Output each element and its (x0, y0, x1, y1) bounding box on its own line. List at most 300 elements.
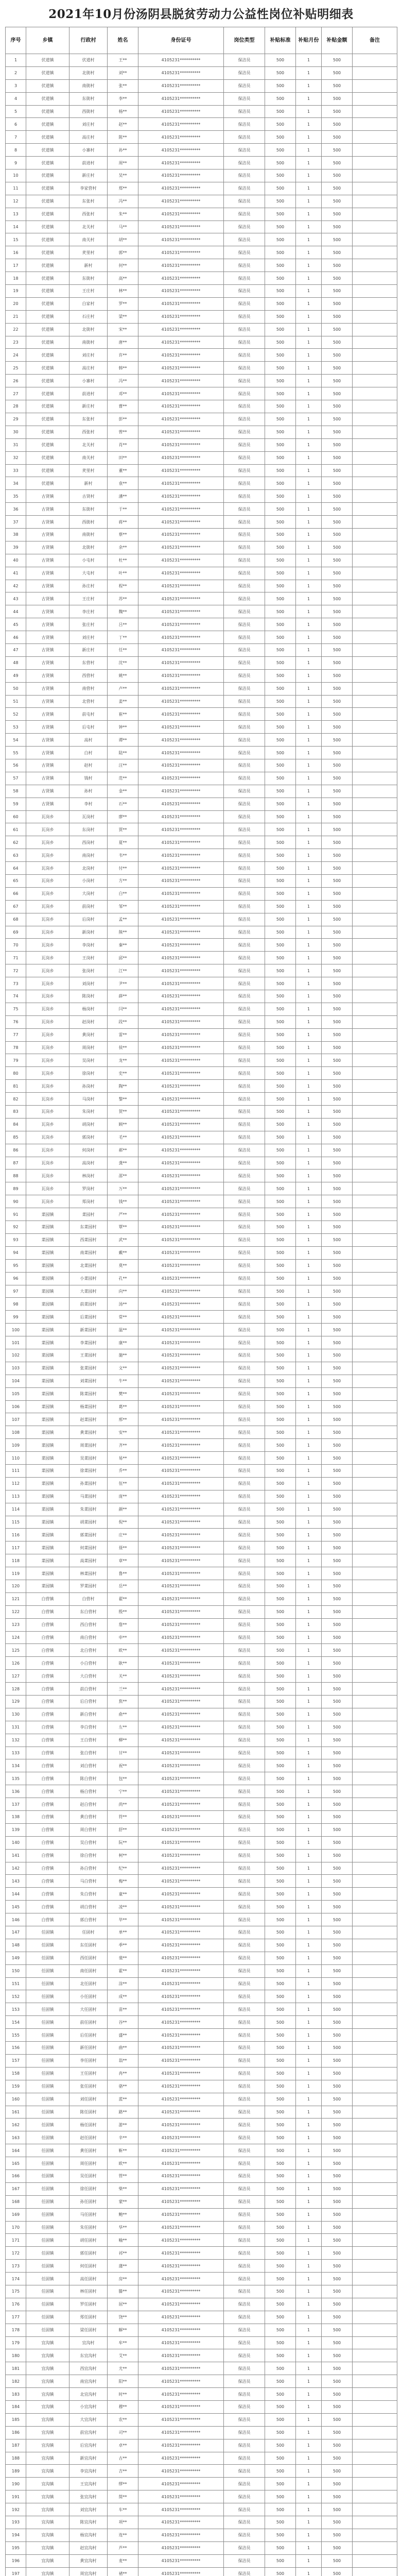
cell-id: 4105231********** (138, 1477, 224, 1490)
cell-town: 菜园镇 (26, 1516, 69, 1529)
cell-amount: 500 (322, 2452, 353, 2465)
cell-months: 1 (296, 913, 322, 926)
table-row (6, 2490, 397, 2503)
cell-remark (353, 785, 397, 798)
cell-months: 1 (296, 1324, 322, 1336)
cell-id: 4105231********** (138, 1901, 224, 1913)
cell-remark (353, 1118, 397, 1131)
cell-amount: 500 (322, 285, 353, 298)
cell-remark (353, 772, 397, 785)
cell-months: 1 (296, 2093, 322, 2106)
cell-town: 任固镇 (26, 2080, 69, 2093)
cell-seq: 11 (6, 182, 26, 195)
cell-town: 菜园镇 (26, 1413, 69, 1426)
cell-remark (353, 2003, 397, 2016)
cell-months: 1 (296, 1721, 322, 1734)
cell-name: 曹** (108, 400, 138, 413)
cell-remark (353, 1529, 397, 1541)
cell-name: 姚** (108, 669, 138, 682)
table-row (6, 1221, 397, 1234)
cell-post-type: 保洁员 (224, 375, 265, 387)
cell-seq: 5 (6, 105, 26, 118)
cell-seq: 12 (6, 195, 26, 208)
table-row (6, 2516, 397, 2529)
cell-village: 赵村 (69, 759, 108, 772)
cell-standard: 500 (265, 336, 296, 349)
table-row (6, 170, 397, 182)
cell-id: 4105231********** (138, 862, 224, 875)
cell-name: 谭** (108, 734, 138, 747)
cell-id: 4105231********** (138, 285, 224, 298)
cell-amount: 500 (322, 913, 353, 926)
cell-name: 戴** (108, 1246, 138, 1259)
table-row (6, 516, 397, 529)
cell-amount: 500 (322, 54, 353, 67)
cell-town: 宜沟镇 (26, 2388, 69, 2401)
cell-village: 前菜园村 (69, 1298, 108, 1311)
cell-name: 乔** (108, 1464, 138, 1477)
cell-seq: 27 (6, 387, 26, 400)
cell-town: 宜沟镇 (26, 2349, 69, 2362)
cell-id: 4105231********** (138, 438, 224, 451)
cell-remark (353, 349, 397, 362)
cell-remark (353, 1952, 397, 1964)
cell-standard: 500 (265, 1285, 296, 1298)
table-row (6, 2478, 397, 2490)
cell-village: 西任固村 (69, 1952, 108, 1964)
cell-village: 郭岗村 (69, 1131, 108, 1144)
cell-months: 1 (296, 2144, 322, 2157)
cell-village: 孙岗村 (69, 1080, 108, 1093)
cell-standard: 500 (265, 618, 296, 631)
cell-months: 1 (296, 2221, 322, 2234)
cell-post-type: 保洁员 (224, 1875, 265, 1888)
cell-standard: 500 (265, 2554, 296, 2567)
cell-seq: 158 (6, 2067, 26, 2080)
cell-id: 4105231********** (138, 1631, 224, 1644)
cell-name: 崔** (108, 708, 138, 721)
cell-amount: 500 (322, 747, 353, 759)
cell-seq: 30 (6, 426, 26, 438)
cell-seq: 185 (6, 2413, 26, 2426)
cell-village: 瓦岗村 (69, 810, 108, 823)
cell-name: 孙** (108, 144, 138, 157)
cell-standard: 500 (265, 1131, 296, 1144)
cell-name: 苏** (108, 592, 138, 605)
cell-standard: 500 (265, 426, 296, 438)
cell-id: 4105231********** (138, 92, 224, 105)
cell-id: 4105231********** (138, 1785, 224, 1798)
cell-standard: 500 (265, 2567, 296, 2576)
cell-village: 孙庄村 (69, 580, 108, 592)
cell-standard: 500 (265, 926, 296, 939)
table-row (6, 54, 397, 67)
cell-village: 胡任固村 (69, 2234, 108, 2247)
cell-town: 白营镇 (26, 1721, 69, 1734)
cell-town: 任固镇 (26, 2144, 69, 2157)
table-row (6, 1772, 397, 1785)
cell-months: 1 (296, 1054, 322, 1067)
table-row (6, 1836, 397, 1849)
cell-seq: 44 (6, 605, 26, 618)
cell-name: 温** (108, 1324, 138, 1336)
cell-town: 宜沟镇 (26, 2413, 69, 2426)
cell-post-type: 保洁员 (224, 2490, 265, 2503)
cell-remark (353, 1785, 397, 1798)
cell-remark (353, 926, 397, 939)
table-row (6, 1964, 397, 1977)
cell-town: 白营镇 (26, 1631, 69, 1644)
cell-amount: 500 (322, 2170, 353, 2182)
cell-remark (353, 144, 397, 157)
cell-amount: 500 (322, 1592, 353, 1605)
cell-amount: 500 (322, 2221, 353, 2234)
table-row (6, 721, 397, 734)
cell-remark (353, 1375, 397, 1387)
cell-name: 詹** (108, 1618, 138, 1631)
cell-town: 伏道镇 (26, 400, 69, 413)
header-amount: 补贴金额 (322, 27, 353, 54)
cell-village: 朱任固村 (69, 2221, 108, 2234)
cell-post-type: 保洁员 (224, 2478, 265, 2490)
cell-name: 秦** (108, 939, 138, 952)
cell-town: 菜园镇 (26, 1246, 69, 1259)
cell-id: 4105231********** (138, 1336, 224, 1349)
cell-name: 丁** (108, 631, 138, 644)
cell-village: 李宜沟村 (69, 2465, 108, 2478)
cell-remark (353, 1541, 397, 1554)
cell-town: 白营镇 (26, 1798, 69, 1811)
cell-village: 马菜园村 (69, 1490, 108, 1503)
cell-town: 伏道镇 (26, 246, 69, 259)
cell-months: 1 (296, 2375, 322, 2388)
cell-name: 廖** (108, 810, 138, 823)
cell-seq: 54 (6, 734, 26, 747)
table-row (6, 605, 397, 618)
cell-id: 4105231********** (138, 1644, 224, 1657)
cell-town: 古贤镇 (26, 785, 69, 798)
cell-standard: 500 (265, 785, 296, 798)
table-row (6, 1003, 397, 1015)
cell-seq: 80 (6, 1067, 26, 1080)
cell-remark (353, 1362, 397, 1375)
cell-post-type: 保洁员 (224, 2234, 265, 2247)
cell-post-type: 保洁员 (224, 1490, 265, 1503)
cell-remark (353, 2208, 397, 2221)
cell-village: 东张村 (69, 413, 108, 426)
cell-id: 4105231********** (138, 2503, 224, 2516)
table-row (6, 2157, 397, 2170)
cell-amount: 500 (322, 1285, 353, 1298)
cell-amount: 500 (322, 1926, 353, 1939)
cell-post-type: 保洁员 (224, 1131, 265, 1144)
cell-village: 小宜沟村 (69, 2400, 108, 2413)
cell-months: 1 (296, 1529, 322, 1541)
cell-remark (353, 233, 397, 246)
cell-standard: 500 (265, 2413, 296, 2426)
cell-standard: 500 (265, 900, 296, 913)
cell-remark (353, 477, 397, 490)
cell-months: 1 (296, 54, 322, 67)
table-row (6, 1054, 397, 1067)
cell-remark (353, 1811, 397, 1824)
cell-amount: 500 (322, 1875, 353, 1888)
cell-post-type: 保洁员 (224, 1041, 265, 1054)
cell-remark (353, 1387, 397, 1400)
cell-name: 万** (108, 1182, 138, 1195)
cell-id: 4105231********** (138, 2131, 224, 2144)
cell-seq: 142 (6, 1862, 26, 1875)
cell-town: 瓦岗乡 (26, 836, 69, 849)
cell-months: 1 (296, 1375, 322, 1387)
cell-name: 曾** (108, 426, 138, 438)
cell-post-type: 保洁员 (224, 1259, 265, 1272)
cell-post-type: 保洁员 (224, 1106, 265, 1118)
cell-seq: 188 (6, 2452, 26, 2465)
cell-seq: 73 (6, 977, 26, 990)
cell-post-type: 保洁员 (224, 1772, 265, 1785)
table-row (6, 1926, 397, 1939)
cell-village: 南关村 (69, 451, 108, 464)
cell-months: 1 (296, 849, 322, 862)
cell-town: 伏道镇 (26, 79, 69, 92)
cell-standard: 500 (265, 1028, 296, 1041)
cell-amount: 500 (322, 1221, 353, 1234)
cell-post-type: 保洁员 (224, 2016, 265, 2029)
cell-post-type: 保洁员 (224, 1605, 265, 1618)
cell-seq: 8 (6, 144, 26, 157)
cell-post-type: 保洁员 (224, 310, 265, 323)
cell-remark (353, 1067, 397, 1080)
cell-post-type: 保洁员 (224, 2247, 265, 2260)
cell-name: 段** (108, 1015, 138, 1028)
table-row (6, 2131, 397, 2144)
cell-remark (353, 913, 397, 926)
cell-months: 1 (296, 195, 322, 208)
cell-seq: 61 (6, 823, 26, 836)
cell-seq: 111 (6, 1464, 26, 1477)
cell-village: 东街村 (69, 272, 108, 285)
cell-town: 古贤镇 (26, 798, 69, 810)
cell-town: 伏道镇 (26, 349, 69, 362)
cell-village: 新庄村 (69, 400, 108, 413)
cell-village: 张任固村 (69, 2080, 108, 2093)
cell-village: 大屯村 (69, 567, 108, 580)
cell-remark (353, 1054, 397, 1067)
header-id: 身份证号 (138, 27, 224, 54)
cell-name: 肖** (108, 438, 138, 451)
cell-name: 甘** (108, 1747, 138, 1759)
cell-village: 白家村 (69, 297, 108, 310)
cell-town: 白营镇 (26, 1901, 69, 1913)
cell-months: 1 (296, 1362, 322, 1375)
cell-name: 贺** (108, 1106, 138, 1118)
cell-amount: 500 (322, 208, 353, 221)
cell-post-type: 保洁员 (224, 464, 265, 477)
cell-town: 伏道镇 (26, 144, 69, 157)
cell-town: 古贤镇 (26, 643, 69, 656)
cell-post-type: 保洁员 (224, 1823, 265, 1836)
cell-town: 任固镇 (26, 2003, 69, 2016)
cell-amount: 500 (322, 772, 353, 785)
cell-name: 张** (108, 79, 138, 92)
cell-id: 4105231********** (138, 310, 224, 323)
cell-seq: 167 (6, 2182, 26, 2195)
cell-town: 菜园镇 (26, 1503, 69, 1516)
table-row (6, 900, 397, 913)
cell-name: 牛** (108, 1375, 138, 1387)
cell-id: 4105231********** (138, 1516, 224, 1529)
table-row (6, 1785, 397, 1798)
cell-id: 4105231********** (138, 1452, 224, 1465)
cell-id: 4105231********** (138, 1144, 224, 1157)
cell-town: 菜园镇 (26, 1580, 69, 1592)
cell-id: 4105231********** (138, 1926, 224, 1939)
cell-remark (353, 1285, 397, 1298)
cell-standard: 500 (265, 2029, 296, 2042)
cell-name: 龙** (108, 1054, 138, 1067)
cell-amount: 500 (322, 1631, 353, 1644)
cell-id: 4105231********** (138, 1259, 224, 1272)
cell-village: 朱菜园村 (69, 1503, 108, 1516)
cell-name: 阮** (108, 1836, 138, 1849)
cell-seq: 127 (6, 1670, 26, 1683)
table-row (6, 1644, 397, 1657)
cell-standard: 500 (265, 1182, 296, 1195)
cell-months: 1 (296, 2567, 322, 2576)
cell-id: 4105231********** (138, 1683, 224, 1696)
table-row (6, 592, 397, 605)
cell-village: 新菜园村 (69, 1324, 108, 1336)
cell-remark (353, 2439, 397, 2452)
cell-id: 4105231********** (138, 118, 224, 131)
cell-months: 1 (296, 1567, 322, 1580)
cell-seq: 151 (6, 1977, 26, 1990)
cell-months: 1 (296, 362, 322, 375)
cell-months: 1 (296, 2362, 322, 2375)
cell-remark (353, 939, 397, 952)
cell-id: 4105231********** (138, 785, 224, 798)
cell-post-type: 保洁员 (224, 1028, 265, 1041)
cell-months: 1 (296, 1952, 322, 1964)
table-row (6, 708, 397, 721)
cell-post-type: 保洁员 (224, 1683, 265, 1696)
cell-post-type: 保洁员 (224, 1926, 265, 1939)
cell-amount: 500 (322, 964, 353, 977)
cell-months: 1 (296, 1785, 322, 1798)
cell-standard: 500 (265, 656, 296, 669)
table-row (6, 1144, 397, 1157)
cell-post-type: 保洁员 (224, 2106, 265, 2119)
cell-post-type: 保洁员 (224, 1067, 265, 1080)
cell-standard: 500 (265, 170, 296, 182)
cell-town: 古贤镇 (26, 631, 69, 644)
cell-amount: 500 (322, 1067, 353, 1080)
cell-seq: 126 (6, 1657, 26, 1670)
cell-months: 1 (296, 836, 322, 849)
cell-months: 1 (296, 1400, 322, 1413)
cell-name: 卢** (108, 682, 138, 695)
table-row (6, 1759, 397, 1772)
cell-village: 何岗村 (69, 1144, 108, 1157)
cell-remark (353, 2554, 397, 2567)
cell-amount: 500 (322, 1490, 353, 1503)
cell-seq: 170 (6, 2221, 26, 2234)
subsidy-table (5, 27, 397, 2576)
table-row (6, 1811, 397, 1824)
cell-id: 4105231********** (138, 1195, 224, 1208)
cell-post-type: 保洁员 (224, 2324, 265, 2336)
cell-amount: 500 (322, 246, 353, 259)
cell-name: 钱** (108, 1195, 138, 1208)
table-row (6, 1233, 397, 1246)
cell-seq: 68 (6, 913, 26, 926)
cell-standard: 500 (265, 1592, 296, 1605)
cell-id: 4105231********** (138, 2490, 224, 2503)
cell-id: 4105231********** (138, 2273, 224, 2285)
cell-name: 周** (108, 157, 138, 170)
cell-name: 童** (108, 1888, 138, 1901)
cell-standard: 500 (265, 1439, 296, 1452)
cell-post-type: 保洁员 (224, 1503, 265, 1516)
table-row (6, 580, 397, 592)
cell-standard: 500 (265, 1387, 296, 1400)
cell-village: 刘庄村 (69, 349, 108, 362)
cell-months: 1 (296, 2042, 322, 2055)
cell-standard: 500 (265, 772, 296, 785)
cell-seq: 145 (6, 1901, 26, 1913)
cell-id: 4105231********** (138, 182, 224, 195)
cell-standard: 500 (265, 1233, 296, 1246)
cell-standard: 500 (265, 695, 296, 708)
cell-remark (353, 567, 397, 580)
cell-standard: 500 (265, 2285, 296, 2298)
cell-town: 任固镇 (26, 2182, 69, 2195)
cell-name: 吴** (108, 170, 138, 182)
cell-village: 东任固村 (69, 1939, 108, 1952)
cell-id: 4105231********** (138, 1990, 224, 2003)
cell-seq: 9 (6, 157, 26, 170)
cell-post-type: 保洁员 (224, 1811, 265, 1824)
cell-name: 芦** (108, 2541, 138, 2554)
cell-remark (353, 1926, 397, 1939)
cell-months: 1 (296, 810, 322, 823)
cell-village: 刘庄村 (69, 118, 108, 131)
cell-name: 石** (108, 798, 138, 810)
cell-remark (353, 1990, 397, 2003)
cell-amount: 500 (322, 2195, 353, 2208)
cell-seq: 143 (6, 1875, 26, 1888)
cell-town: 任固镇 (26, 2054, 69, 2067)
cell-name: 饶** (108, 2311, 138, 2324)
cell-name: 郭** (108, 246, 138, 259)
cell-seq: 3 (6, 79, 26, 92)
cell-seq: 46 (6, 631, 26, 644)
cell-remark (353, 669, 397, 682)
cell-post-type: 保洁员 (224, 2131, 265, 2144)
cell-remark (353, 631, 397, 644)
cell-town: 古贤镇 (26, 721, 69, 734)
cell-village: 新任固村 (69, 2042, 108, 2055)
cell-seq: 103 (6, 1362, 26, 1375)
cell-post-type: 保洁员 (224, 105, 265, 118)
cell-amount: 500 (322, 79, 353, 92)
cell-months: 1 (296, 259, 322, 272)
cell-amount: 500 (322, 362, 353, 375)
cell-town: 古贤镇 (26, 541, 69, 554)
cell-name: 韦** (108, 849, 138, 862)
cell-id: 4105231********** (138, 554, 224, 567)
